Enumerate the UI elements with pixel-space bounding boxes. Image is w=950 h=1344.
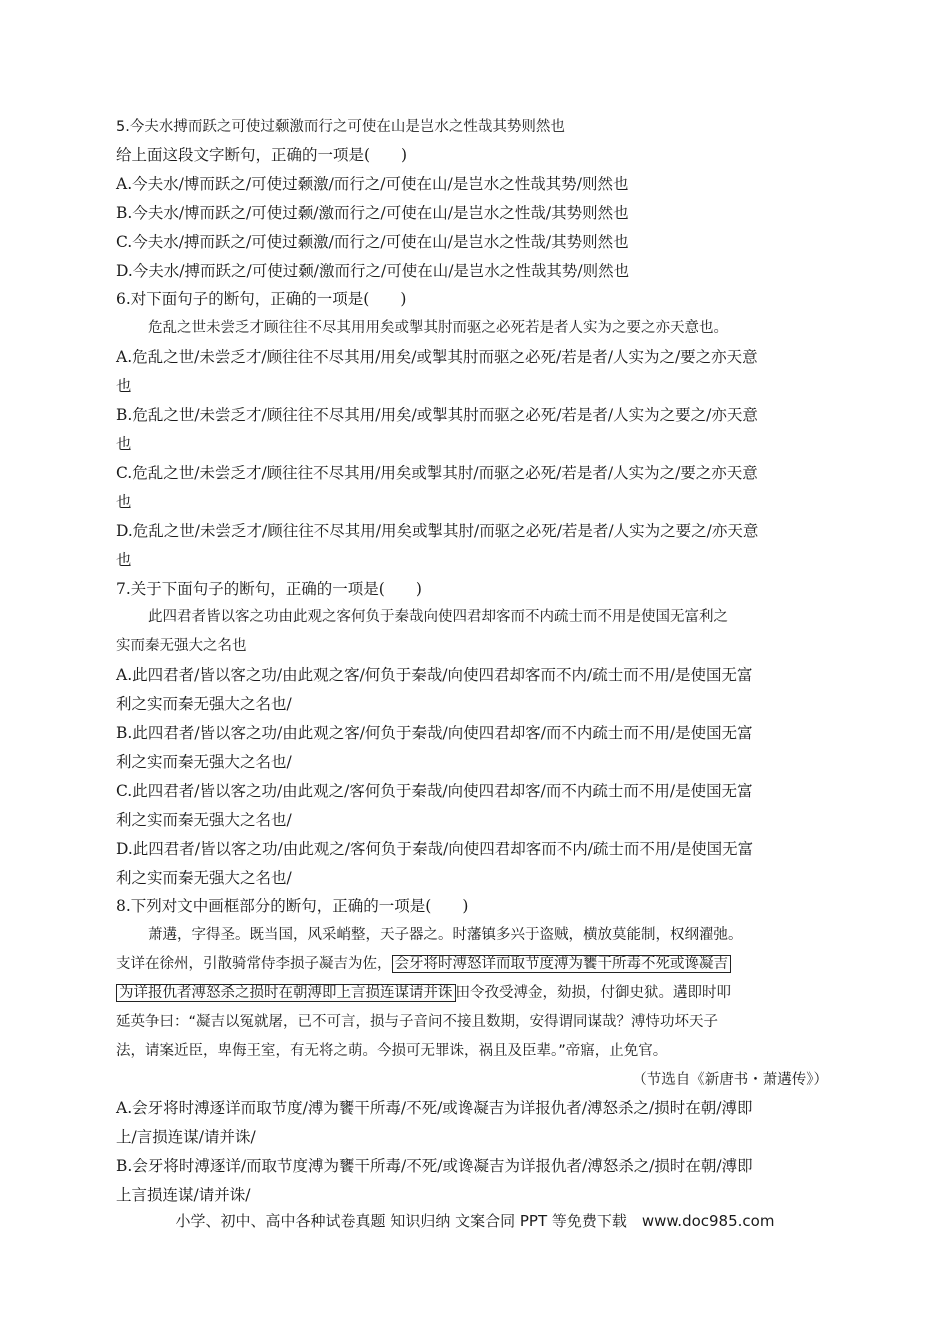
q8-passage-line2 — [116, 953, 731, 975]
q8-passage-line5: 法，请案近臣，卑侮王室，有无将之萌。今损可无罪诛，祸且及臣辈。”帝寤，止免官。 — [116, 1043, 668, 1059]
q6-option-a-cont: 也 — [116, 377, 132, 395]
q5-option-d: D.今夫水/搏而跃之/可使过颡/激而行之/可使在山/是岂水之性哉其势/则然也 — [116, 262, 630, 280]
q8-passage-line4: 延英争曰：“凝吉以冤就屠，已不可言，损与子音问不接且数期，安得谓同谋哉？溥恃功坏天子 — [116, 1014, 719, 1030]
q8-option-a-cont: 上/言损连谋/请并诛/ — [116, 1128, 256, 1146]
q5-prompt: 给上面这段文字断句，正确的一项是( ) — [116, 146, 408, 164]
q8-passage-line2-text: 支详在徐州，引散骑常侍李损子凝吉为佐， — [116, 956, 392, 972]
q6-option-c: C.危乱之世/未尝乏才/顾往往不尽其用/用矣或掣其肘/而驱之必死/若是者/人实为之/要之亦天意 — [116, 464, 758, 482]
q6-option-a: A.危乱之世/未尝乏才/顾往往不尽其用/用矣/或掣其肘而驱之必死/若是者/人实为之/要之亦天意 — [116, 348, 758, 366]
q7-option-a-cont: 利之实而秦无强大之名也/ — [116, 695, 292, 713]
q8-option-b-cont: 上言损连谋/请并诛/ — [116, 1186, 251, 1204]
q7-option-c-cont: 利之实而秦无强大之名也/ — [116, 811, 292, 829]
q6-passage: 危乱之世未尝乏才顾往往不尽其用用矣或掣其肘而驱之必死若是者人实为之要之亦天意也。 — [148, 320, 728, 336]
q8-boxed-segment-2: 为详报仇者溥怒杀之损时在朝溥即上言损连谋请并诛 — [116, 984, 456, 1002]
q8-passage-line1: 萧遘，字得圣。既当国，风采峭整，天子器之。时藩镇多兴于盗贼，横放莫能制，权纲濯弛。 — [148, 927, 743, 943]
q8-option-b: B.会牙将时溥逐详/而取节度溥为饔干所毒/不死/或谗凝吉为详报仇者/溥怒杀之/损时在朝/溥即 — [116, 1157, 753, 1175]
q6-option-b: B.危乱之世/未尝乏才/顾往往不尽其用/用矣/或掣其肘而驱之必死/若是者/人实为之要之/亦天意 — [116, 406, 758, 424]
q7-option-b-cont: 利之实而秦无强大之名也/ — [116, 753, 292, 771]
q5-option-c: C.今夫水/搏而跃之/可使过颡激/而行之/可使在山/是岂水之性哉/其势则然也 — [116, 233, 629, 251]
q6-option-d-cont: 也 — [116, 551, 132, 569]
q8-source: （节选自《新唐书・萧遘传》） — [632, 1072, 828, 1088]
q7-option-b: B.此四君者/皆以客之功/由此观之客/何负于秦哉/向使四君却客/而不内疏士而不用/是使国无富 — [116, 724, 753, 742]
q7-option-d-cont: 利之实而秦无强大之名也/ — [116, 869, 292, 887]
q8-option-a: A.会牙将时溥逐详而取节度/溥为饔干所毒/不死/或谗凝吉为详报仇者/溥怒杀之/损时在朝/溥即 — [116, 1099, 753, 1117]
q8-passage-line3 — [116, 982, 731, 1004]
q5-option-a: A.今夫水/博而跃之/可使过颡激/而行之/可使在山/是岂水之性哉其势/则然也 — [116, 175, 629, 193]
q7-passage-line2: 实而秦无强大之名也 — [116, 638, 247, 654]
q6-option-d: D.危乱之世/未尝乏才/顾往往不尽其用/用矣或掣其肘/而驱之必死/若是者/人实为之要之/亦天意 — [116, 522, 759, 540]
q7-prompt: 7.关于下面句子的断句，正确的一项是( ) — [116, 580, 422, 598]
q6-option-b-cont: 也 — [116, 435, 132, 453]
q8-boxed-segment-1: 会牙将时溥怒详而取节度溥为饔干所毒不死或谗凝吉 — [392, 955, 732, 973]
q7-option-c: C.此四君者/皆以客之功/由此观之/客何负于秦哉/向使四君却客/而不内疏士而不用/是使国无富 — [116, 782, 753, 800]
q8-passage-line3-text: 田令孜受溥金，劾损，付御史狱。遘即时叩 — [455, 985, 731, 1001]
page-footer: 小学、初中、高中各种试卷真题 知识归纳 文案合同 PPT 等免费下载 www.doc985.com — [175, 1212, 775, 1230]
q6-prompt: 6.对下面句子的断句，正确的一项是( ) — [116, 290, 407, 308]
q7-passage-line1: 此四君者皆以客之功由此观之客何负于秦哉向使四君却客而不内疏士而不用是使国无富利之 — [148, 609, 728, 625]
q5-stem: 5.今夫水搏而跃之可使过颡激而行之可使在山是岂水之性哉其势则然也 — [116, 119, 565, 135]
q7-option-a: A.此四君者/皆以客之功/由此观之客/何负于秦哉/向使四君却客而不内/疏士而不用/是使国无富 — [116, 666, 753, 684]
q7-option-d: D.此四君者/皆以客之功/由此观之/客何负于秦哉/向使四君却客而不内/疏士而不用/是使国无富 — [116, 840, 754, 858]
q8-prompt: 8.下列对文中画框部分的断句，正确的一项是( ) — [116, 897, 469, 915]
q6-option-c-cont: 也 — [116, 493, 132, 511]
q5-option-b: B.今夫水/博而跃之/可使过颡/激而行之/可使在山/是岂水之性哉/其势则然也 — [116, 204, 629, 222]
